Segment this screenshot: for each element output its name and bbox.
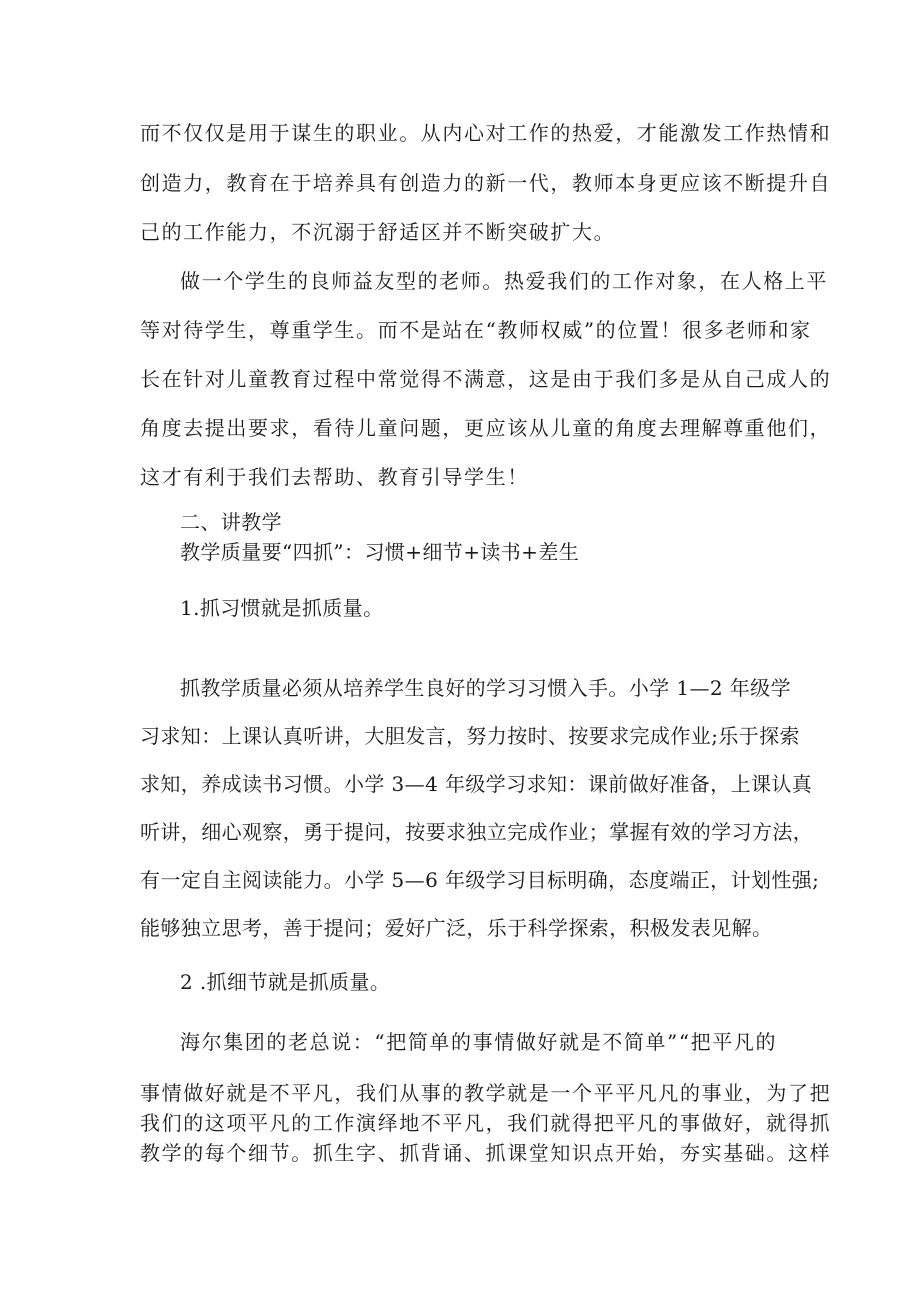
paragraph-line: 教学的每个细节。抓生字、抓背诵、抓课堂知识点开始，夯实基础。这样 — [140, 1141, 832, 1165]
paragraph-line: 习求知：上课认真听讲，大胆发言，努力按时、按要求完成作业;乐于探索 — [140, 724, 800, 748]
paragraph-line: 长在针对儿童教育过程中常觉得不满意，这是由于我们多是从自己成人的 — [140, 367, 832, 391]
list-item-heading: 2 .抓细节就是抓质量。 — [180, 970, 391, 994]
paragraph-line: 听讲，细心观察，勇于提问，按要求独立完成作业；掌握有效的学习方法， — [140, 820, 814, 844]
list-item-heading: 1.抓习惯就是抓质量。 — [180, 596, 384, 620]
section-subheading: 教学质量要“四抓”：习惯+细节+读书+差生 — [180, 540, 580, 564]
paragraph-line: 海尔集团的老总说：“把简单的事情做好就是不简单”“把平凡的 — [180, 1030, 778, 1054]
paragraph-line: 而不仅仅是用于谋生的职业。从内心对工作的热爱，才能激发工作热情和 — [140, 121, 832, 145]
paragraph-line: 能够独立思考，善于提问；爱好广泛，乐于科学探索，积极发表见解。 — [140, 916, 773, 940]
paragraph-line: 做一个学生的良师益友型的老师。热爱我们的工作对象，在人格上平 — [180, 269, 828, 293]
paragraph-line: 事情做好就是不平凡，我们从事的教学就是一个平平凡凡的事业，为了把 — [140, 1081, 832, 1105]
paragraph-line: 求知，养成读书习惯。小学 3—4 年级学习求知：课前做好准备，上课认真 — [140, 772, 813, 796]
paragraph-line: 这才有利于我们去帮助、教育引导学生！ — [140, 465, 529, 489]
paragraph-line: 有一定自主阅读能力。小学 5—6 年级学习目标明确，态度端正，计划性强; — [140, 868, 820, 892]
paragraph-line: 等对待学生，尊重学生。而不是站在“教师权威”的位置！很多老师和家 — [140, 318, 812, 342]
section-heading: 二、讲教学 — [180, 510, 282, 534]
paragraph-line: 角度去提出要求，看待儿童问题，更应该从儿童的角度去理解尊重他们， — [140, 416, 832, 440]
paragraph-line: 抓教学质量必须从培养学生良好的学习习惯入手。小学 1—2 年级学 — [180, 676, 791, 700]
paragraph-line: 我们的这项平凡的工作演绎地不平凡，我们就得把平凡的事做好，就得抓 — [140, 1111, 832, 1135]
paragraph-line: 创造力，教育在于培养具有创造力的新一代，教师本身更应该不断提升自 — [140, 171, 832, 195]
paragraph-line: 己的工作能力，不沉溺于舒适区并不断突破扩大。 — [140, 220, 616, 244]
